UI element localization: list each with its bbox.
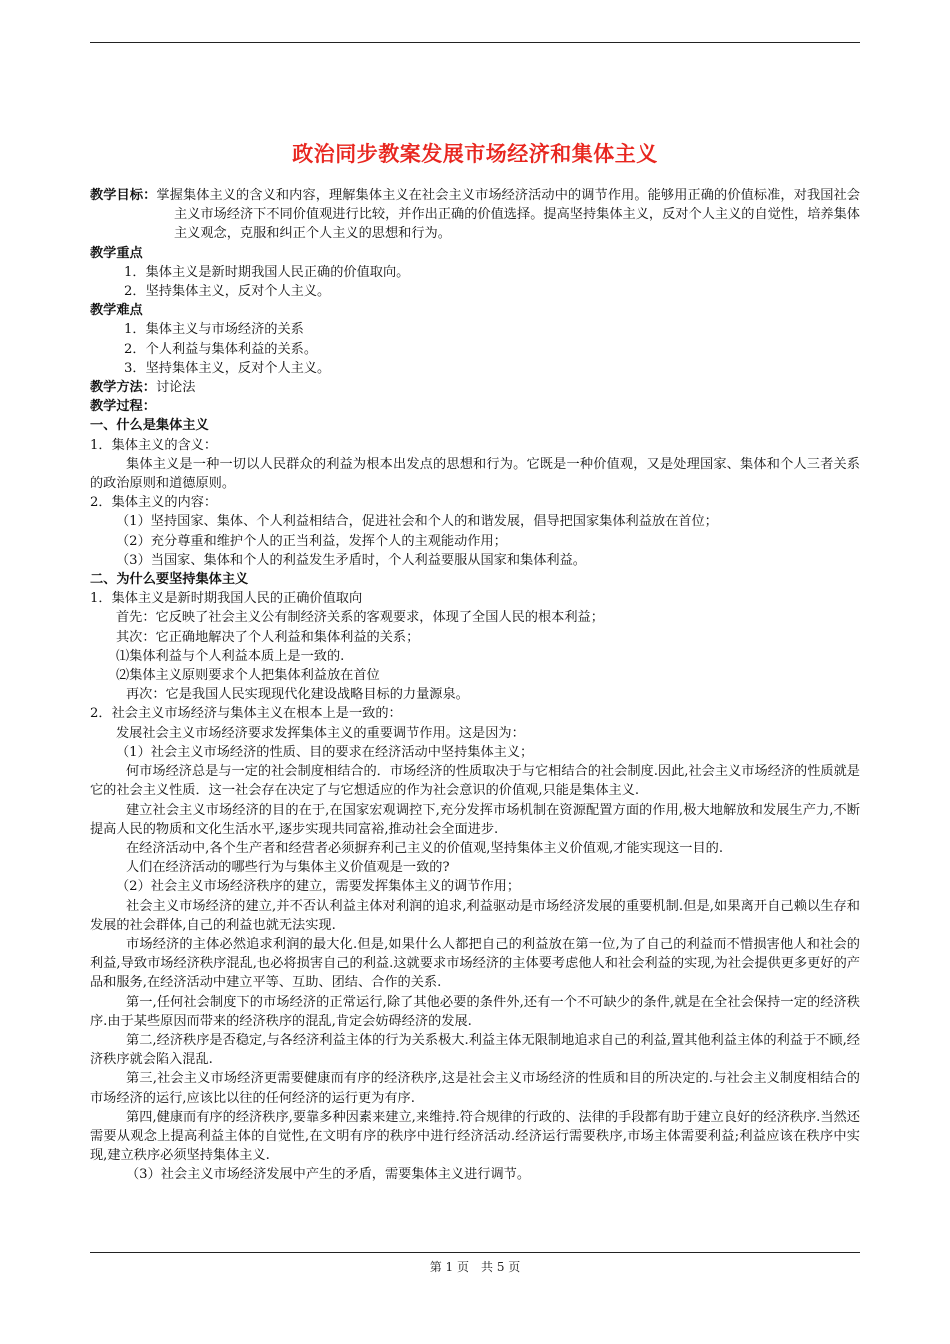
content-item: （1）坚持国家、集体、个人利益相结合，促进社会和个人的和谐发展，倡导把国家集体利益放在首位； (116, 514, 718, 530)
reason-second: 其次：它正确地解决了个人利益和集体利益的关系； (116, 629, 420, 645)
paragraph: 社会主义市场经济的建立,并不否认利益主体对利润的追求,利益驱动是市场经济发展的重要机制.但是,如果离开自己赖以生存和发展的社会群体,自己的利益也就无法实现. (90, 898, 860, 933)
key-point-item: 1．集体主义是新时期我国人民正确的价值取向。 (124, 264, 410, 280)
paragraph: 在经济活动中,各个生产者和经营者必须摒弃利己主义的价值观,坚持集体主义价值观,才能实现这一目的. (126, 840, 724, 856)
content-item: （3）当国家、集体和个人的利益发生矛盾时，个人利益要服从国家和集体利益。 (116, 552, 586, 568)
paragraph: 第四,健康而有序的经济秩序,要靠多种因素来建立,来维持.符合规律的行政的、法律的手段都有助于建立良好的经济秩序.当然还需要从观念上提高利益主体的自觉性,在文明有序的秩序中进行经济活动.经济运行需要秩序,市场主体需要利益;利益应该在秩序中实现,建立秩序必须坚持集体主义. (90, 1109, 860, 1164)
reason-first: 首先：它反映了社会主义公有制经济关系的客观要求，体现了全国人民的根本利益； (116, 610, 604, 626)
key-point-item: 2．坚持集体主义，反对个人主义。 (124, 284, 331, 300)
section2-p2-title: 2．社会主义市场经济与集体主义在根本上是一致的： (90, 706, 402, 722)
objectives-paragraph (90, 186, 860, 244)
objectives-text: 掌握集体主义的含义和内容，理解集体主义在社会主义市场经济活动中的调节作用。能够用正确的价值标准，对我国社会主义市场经济下不同价值观进行比较，并作出正确的价值选择。提高坚持集体主义，反对个人主义的自觉性，培养集体主义观念，克服和纠正个人主义的思想和行为。 (156, 188, 860, 242)
section1-p1-title: 1．集体主义的含义： (90, 437, 218, 453)
question: 人们在经济活动的哪些行为与集体主义价值观是一致的? (126, 860, 450, 876)
page-number: 第 1 页 共 5 页 (429, 1260, 521, 1274)
section2-p1-title: 1．集体主义是新时期我国人民的正确价值取向 (90, 591, 363, 607)
reason-1-heading: （1）社会主义市场经济的性质、目的要求在经济活动中坚持集体主义； (116, 744, 534, 760)
reason-third: 再次：它是我国人民实现现代化建设战略目标的力量源泉。 (126, 687, 469, 703)
section2-p2-intro: 发展社会主义市场经济要求发挥集体主义的重要调节作用。这是因为： (116, 725, 525, 741)
section1-p1-text: 集体主义是一种一切以人民群众的利益为根本出发点的思想和行为。它既是一种价值观，又是处理国家、集体和个人三者关系的政治原则和道德原则。 (90, 456, 860, 492)
paragraph: 第一,任何社会制度下的市场经济的正常运行,除了其他必要的条件外,还有一个不可缺少的条件,就是在全社会保持一定的经济秩序.由于某些原因而带来的经济秩序的混乱,肯定会妨碍经济的发展. (90, 994, 860, 1029)
method-label: 教学方法： (90, 380, 156, 396)
difficulty-item: 3．坚持集体主义，反对个人主义。 (124, 360, 331, 376)
content-item: （2）充分尊重和维护个人的正当利益，发挥个人的主观能动作用； (116, 533, 507, 549)
method-line (90, 378, 860, 397)
method-text: 讨论法 (155, 380, 196, 396)
reason-sub-1: ⑴集体利益与个人利益本质上是一致的. (116, 648, 345, 664)
paragraph: 第二,经济秩序是否稳定,与各经济利益主体的行为关系极大.利益主体无限制地追求自己的利益,置其他利益主体的利益于不顾,经济秩序就会陷入混乱. (90, 1032, 860, 1068)
paragraph: 建立社会主义市场经济的目的在于,在国家宏观调控下,充分发挥市场机制在资源配置方面的作用,极大地解放和发展生产力,不断提高人民的物质和文化生活水平,逐步实现共同富裕,推动社会全面进步. (90, 802, 860, 837)
reason-3-heading: （3）社会主义市场经济发展中产生的矛盾，需要集体主义进行调节。 (126, 1167, 531, 1183)
objectives-label: 教学目标： (90, 188, 157, 203)
difficulties-heading: 教学难点 (90, 303, 143, 319)
key-points-heading: 教学重点 (90, 245, 143, 261)
header-rule (90, 42, 860, 43)
section1-p2-title: 2．集体主义的内容： (90, 495, 218, 511)
reason-sub-2: ⑵集体主义原则要求个人把集体利益放在首位 (116, 668, 380, 684)
footer-rule (90, 1252, 860, 1253)
paragraph: 第三,社会主义市场经济更需要健康而有序的经济秩序,这是社会主义市场经济的性质和目的所决定的.与社会主义制度相结合的市场经济的运行,应该比以往的任何经济的运行更为有序. (90, 1071, 860, 1106)
difficulty-item: 1．集体主义与市场经济的关系 (124, 322, 304, 338)
process-heading: 教学过程： (90, 399, 156, 415)
section1-heading: 一、什么是集体主义 (90, 418, 209, 434)
difficulty-item: 2．个人利益与集体利益的关系。 (124, 341, 318, 357)
section2-heading: 二、为什么要坚持集体主义 (90, 572, 249, 588)
paragraph: 市场经济的主体必然追求利润的最大化.但是,如果什么人都把自己的利益放在第一位,为了自己的利益而不惜损害他人和社会的利益,导致市场经济秩序混乱,也必将损害自己的利益.这就要求市场经济的主体要考虑他人和社会利益的实现,为社会提供更多更好的产品和服务,在经济活动中建立平等、互助、团结、合作的关系. (90, 936, 860, 991)
document-title: 政治同步教案发展市场经济和集体主义 (292, 142, 658, 166)
document-body (90, 186, 860, 1185)
paragraph: 何市场经济总是与一定的社会制度相结合的．市场经济的性质取决于与它相结合的社会制度.因此,社会主义市场经济的性质就是它的社会主义性质．这一社会存在决定了与它想适应的作为社会意识的价值观,只能是集体主义. (90, 764, 860, 799)
reason-2-heading: （2）社会主义市场经济秩序的建立，需要发挥集体主义的调节作用； (116, 879, 521, 895)
